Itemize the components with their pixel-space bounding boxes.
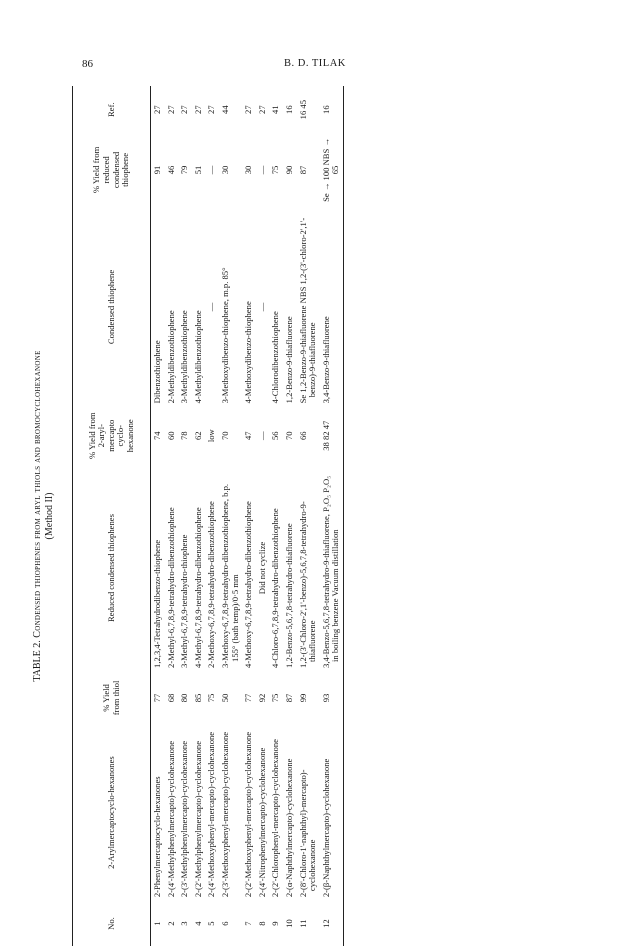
caption-prefix: TABLE 2. <box>32 640 43 682</box>
cell-reduced: Did not cyclize <box>256 541 267 595</box>
cell-yield-thiol: 50 <box>219 693 230 703</box>
cell-yield-thiol: 77 <box>152 693 162 703</box>
page-number: 86 <box>82 58 93 70</box>
cell-yield-thiol: 85 <box>192 693 203 703</box>
cell-ref: 27 <box>165 105 176 114</box>
table-row <box>151 86 165 946</box>
table-row <box>297 86 320 946</box>
cell-ref: 44 <box>219 105 230 114</box>
caption-method: (Method II) <box>44 492 55 540</box>
cell-aryl: 2-(8'-Chloro-1'-naphthyl)-mercapto)-cyclohexanone <box>297 769 318 898</box>
cell-reduced: 3,4-Benzo-5,6,7,8-tetrahydro-9-thiafluorene, P₂O₅ P₂O₅ in boiling benzene Vacuum distillation <box>320 464 344 672</box>
cell-yield-thiol: 80 <box>179 693 190 703</box>
cell-condensed: — <box>206 302 217 312</box>
cell-aryl: 2-(4'-Methylphenylmercapto)-cyclohexanone <box>165 740 176 898</box>
cell-yield-thiol: 75 <box>270 693 281 703</box>
cell-condensed: 1,2-Benzo-9-thiafluorene <box>283 316 294 404</box>
cell-yield-aryl: 60 <box>165 431 176 441</box>
cell-yield-reduced: 46 <box>165 165 176 175</box>
cell-no: 4 <box>192 921 203 926</box>
header-no: No. <box>73 901 151 946</box>
cell-condensed: 4-Methoxydibenzo-thiophene <box>243 301 254 404</box>
table-row <box>269 86 283 946</box>
cell-yield-reduced: — <box>256 165 267 175</box>
cell-yield-reduced: 30 <box>243 165 254 175</box>
header-yield-reduced: % Yield from reduced condensed thiophene <box>73 133 151 206</box>
cell-yield-reduced: 91 <box>152 165 162 175</box>
cell-aryl: 2-(4'-Nitrophenylmercapto)-cyclohexanone <box>256 747 267 898</box>
cell-reduced: 3-Methoxy-6,7,8,9-tetrahydro-dibenzothiophene, b.p. 155° (bath temp)/0·5 mm <box>219 483 240 668</box>
cell-yield-reduced: 87 <box>297 165 308 175</box>
cell-yield-thiol: 99 <box>297 693 308 703</box>
cell-no: 3 <box>179 921 190 926</box>
cell-yield-aryl: 38 82 47 <box>320 407 344 464</box>
caption-title: Condensed thiophenes from aryl thiols and bromocyclohexanone <box>32 350 43 638</box>
cell-reduced: 2-Methoxy-6,7,8,9-tetrahydro-dibenzothiophene <box>206 501 217 668</box>
cell-aryl: 2-(2'-Chlorophenyl-mercapto)-cyclohexanone <box>270 739 281 898</box>
cell-no: 10 <box>283 919 294 928</box>
cell-yield-aryl: 70 <box>283 431 294 441</box>
cell-yield-aryl: 70 <box>219 431 230 441</box>
cell-reduced: 4-Methoxy-6,7,8,9-tetrahydro-dibenzothiophene <box>243 501 254 668</box>
cell-no: 9 <box>270 921 281 926</box>
cell-yield-thiol: 75 <box>206 693 217 703</box>
cell-yield-aryl: 56 <box>270 431 281 441</box>
cell-ref: 27 <box>152 105 162 114</box>
table-row <box>219 86 242 946</box>
cell-ref: 27 <box>256 105 267 114</box>
cell-reduced: 4-Methyl-6,7,8,9-tetrahydro-dibenzothiophene <box>192 507 203 668</box>
header-arylmercapto: 2-Arylmercaptocyclo-hexanones <box>73 724 151 901</box>
table-row <box>192 86 206 946</box>
cell-aryl: 2-(β-Naphthylmercapto)-cyclohexanone <box>320 724 344 901</box>
cell-yield-thiol: 77 <box>243 693 254 703</box>
data-table <box>72 86 344 946</box>
cell-no: 5 <box>206 921 217 926</box>
table-row <box>178 86 192 946</box>
cell-no: 12 <box>320 901 344 946</box>
cell-ref: 16 <box>320 86 344 133</box>
header-yield-thiol: % Yield from thiol <box>73 672 151 724</box>
cell-no: 2 <box>165 921 176 926</box>
cell-ref: 27 <box>243 105 254 114</box>
cell-condensed: — <box>256 302 267 312</box>
cell-yield-reduced: — <box>206 165 217 175</box>
header-yield-aryl: % Yield from 2-aryl-mercapto cyclo-hexanone <box>73 407 151 464</box>
cell-condensed: 4-Methyldibenzothiophene <box>192 310 203 404</box>
cell-no: 8 <box>256 921 267 926</box>
table-row <box>165 86 179 946</box>
cell-condensed: 3-Methyldibenzothiophene <box>179 310 190 404</box>
table-caption <box>32 86 56 946</box>
cell-ref: 27 <box>206 105 217 114</box>
cell-ref: 41 <box>270 105 281 114</box>
cell-yield-aryl: 62 <box>192 431 203 441</box>
cell-no: 7 <box>243 921 254 926</box>
cell-yield-reduced: 90 <box>283 165 294 175</box>
cell-ref: 16 45 <box>297 99 308 120</box>
cell-reduced: 3-Methyl-6,7,8,9-tetrahydro-thiophene <box>179 534 190 668</box>
rotated-table <box>32 86 552 946</box>
cell-condensed: 3-Methoxydibenzo-thiophene, m.p. 85° <box>219 267 230 404</box>
cell-aryl: 2-(2'-Methylphenylmercapto)-cyclohexanone <box>192 740 203 898</box>
header-reduced: Reduced condensed thiophenes <box>73 464 151 672</box>
cell-yield-reduced: 79 <box>179 165 190 175</box>
cell-yield-aryl: 47 <box>243 431 254 441</box>
cell-aryl: 2-(α-Naphthylmercapto)-cyclohexanone <box>283 758 294 898</box>
table-row <box>283 86 297 946</box>
cell-yield-thiol: 93 <box>320 672 344 724</box>
header-ref: Ref. <box>73 86 151 133</box>
cell-yield-reduced: 75 <box>270 165 281 175</box>
cell-ref: 27 <box>179 105 190 114</box>
running-header-author: B. D. TILAK <box>284 58 346 69</box>
cell-condensed: 2-Methyldibenzothiophene <box>165 310 176 404</box>
cell-condensed: 4-Chlorodibenzothiophene <box>270 311 281 404</box>
cell-yield-aryl: 78 <box>179 431 190 441</box>
table-row <box>320 86 344 946</box>
cell-reduced: 4-Chloro-6,7,8,9-tetrahydro-dibenzothiophene <box>270 508 281 668</box>
cell-no: 1 <box>152 921 162 926</box>
table-row <box>242 86 256 946</box>
cell-reduced: 2-Methyl-6,7,8,9-tetrahydro-dibenzothiophene <box>165 507 176 668</box>
cell-yield-thiol: 92 <box>256 693 267 703</box>
cell-aryl: 2-(2'-Methoxyphenyl-mercapto)-cyclohexanone <box>243 731 254 898</box>
cell-yield-aryl: 74 <box>152 431 162 441</box>
header-row <box>73 86 151 946</box>
cell-yield-reduced: 51 <box>192 165 203 175</box>
table-row <box>256 86 270 946</box>
cell-yield-reduced: 30 <box>219 165 230 175</box>
cell-no: 11 <box>297 919 308 928</box>
cell-ref: 27 <box>192 105 203 114</box>
cell-reduced: 1,2,3,4-Tetrahydrodibenzo-thiophene <box>152 539 162 668</box>
table-row <box>205 86 219 946</box>
cell-yield-thiol: 68 <box>165 693 176 703</box>
cell-aryl: 2-(4'-Methoxyphenyl-mercapto)-cyclohexanone <box>206 731 217 898</box>
cell-reduced: 1,2-Benzo-5,6,7,8-tetrahydro-thiafluorene <box>283 523 294 668</box>
cell-aryl: 2-(3'-Methoxyphenyl-mercapto)-cyclohexanone <box>219 731 230 898</box>
cell-reduced: 1,2-(3'-Chloro-2',1'-benzo)-5,6,7,8-tetrahydro-9-thiafluorene <box>297 501 318 668</box>
header-condensed: Condensed thiophene <box>73 207 151 408</box>
cell-ref: 16 <box>283 105 294 114</box>
cell-no: 6 <box>219 921 230 926</box>
cell-yield-reduced: Se → 100 NBS → 65 <box>320 133 344 206</box>
cell-yield-aryl: low <box>206 429 217 443</box>
cell-condensed: Se 1,2-Benzo-9-thiafluorene NBS 1,2-(3'-chloro-2',1'-benzo)-9-thiafluorene <box>297 217 318 404</box>
cell-aryl: 2-(3'-Methylphenylmercapto)-cyclohexanone <box>179 740 190 898</box>
cell-condensed: Dibenzothiophene <box>152 340 162 404</box>
cell-yield-aryl: 66 <box>297 431 308 441</box>
cell-yield-aryl: — <box>256 431 267 441</box>
cell-aryl: 2-Phenylmercaptocyclo-hexanones <box>152 776 162 898</box>
cell-yield-thiol: 87 <box>283 693 294 703</box>
cell-condensed: 3,4-Benzo-9-thiafluorene <box>320 207 344 408</box>
